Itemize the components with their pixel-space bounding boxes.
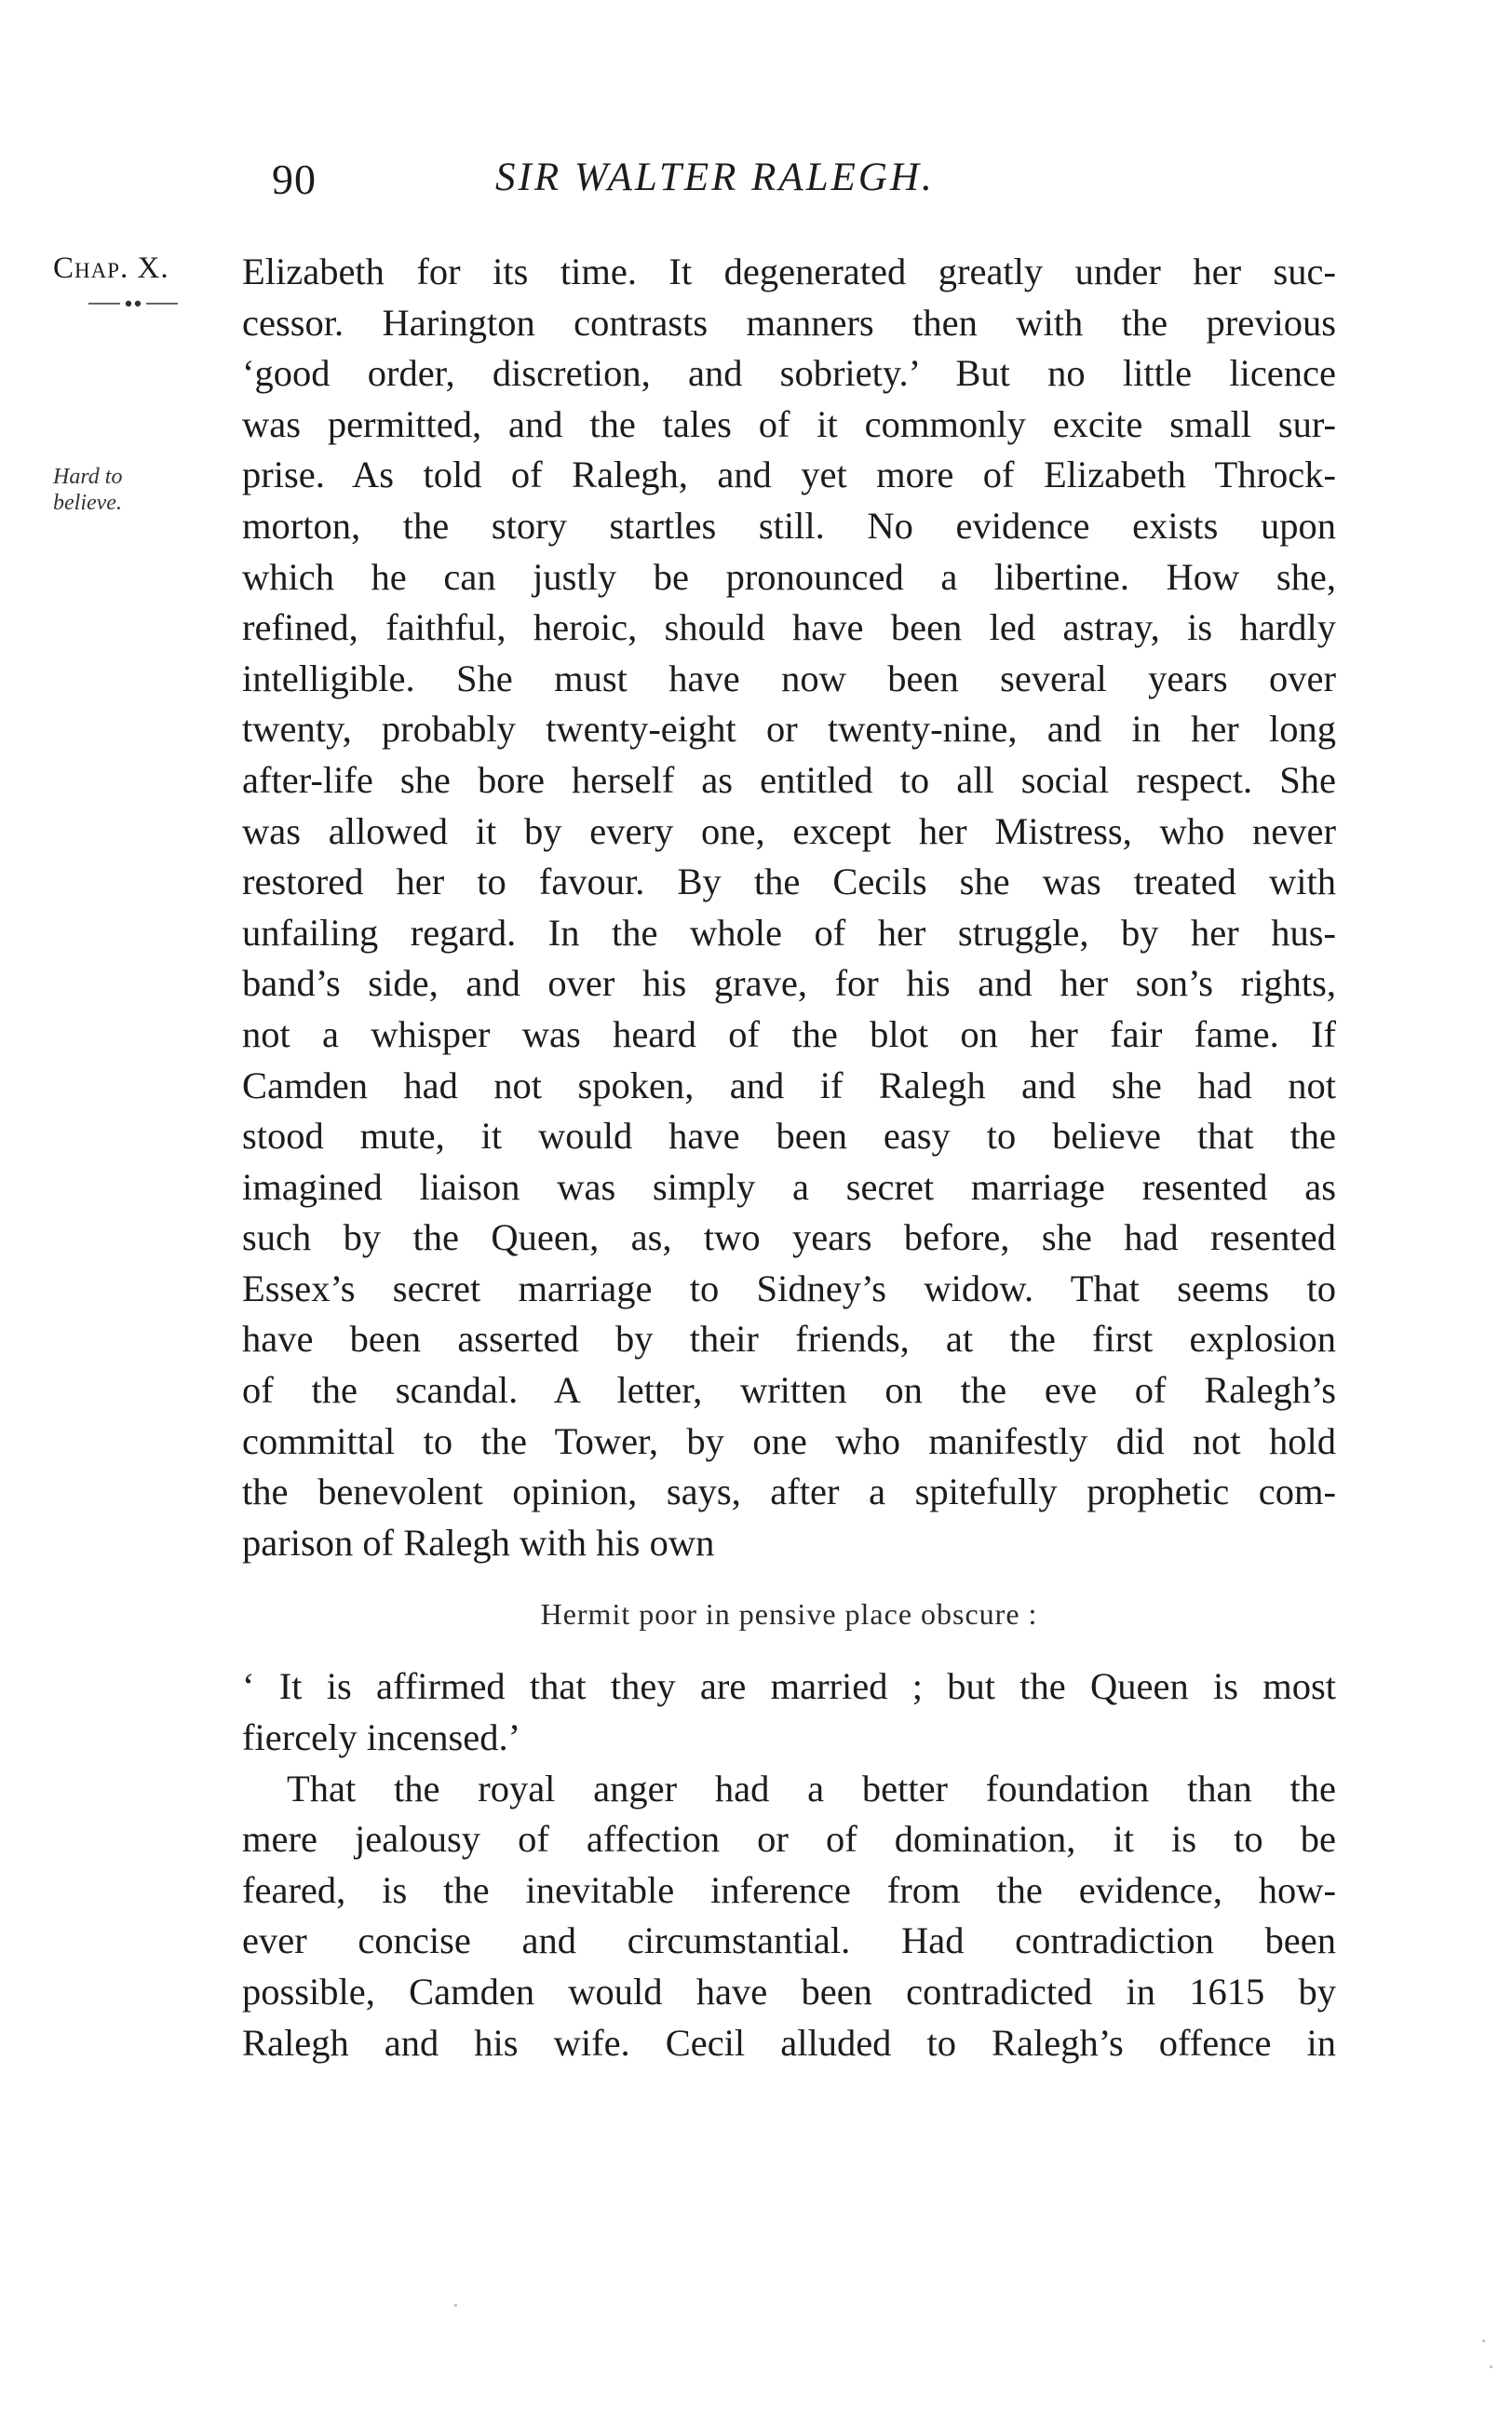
text-line: Ralegh and his wife. Cecil alluded to Ralegh’s offence in — [242, 2021, 1336, 2064]
text-line: Essex’s secret marriage to Sidney’s widow. That seems to — [242, 1267, 1336, 1309]
text-line: after-life she bore herself as entitled to all social respect. She — [242, 758, 1336, 801]
text-line: of the scandal. A letter, written on the eve of Ralegh’s — [242, 1369, 1336, 1412]
sidenote-line: believe. — [53, 491, 122, 515]
text-line: imagined liaison was simply a secret marriage resented as — [242, 1165, 1336, 1208]
text-line: not a whisper was heard of the blot on her fair fame. If — [242, 1012, 1336, 1055]
text-line: parison of Ralegh with his own — [242, 1521, 715, 1564]
sidenote-line: Hard to — [53, 465, 123, 489]
body-text — [242, 247, 1336, 2068]
text-line: Elizabeth for its time. It degenerated greatly under her suc- — [242, 251, 1336, 292]
running-head: SIR WALTER RALEGH. — [495, 156, 935, 199]
text-line: cessor. Harington contrasts manners then with the previous — [242, 301, 1336, 344]
text-line: intelligible. She must have now been several years over — [242, 657, 1336, 699]
text-line: ever concise and circumstantial. Had contradiction been — [242, 1919, 1336, 1962]
text-line: feared, is the inevitable inference from the evidence, how- — [242, 1868, 1336, 1911]
text-line: unfailing regard. In the whole of her struggle, by her hus- — [242, 911, 1336, 954]
text-line: was permitted, and the tales of it commonly excite small sur- — [242, 402, 1336, 445]
paragraph-letter-quote — [242, 1661, 1336, 1763]
text-line: possible, Camden would have been contradicted in 1615 by — [242, 1971, 1336, 2013]
text-line: Camden had not spoken, and if Ralegh and she had not — [242, 1064, 1336, 1106]
text-line: prise. As told of Ralegh, and yet more of Elizabeth Throck- — [242, 454, 1336, 496]
text-line: was allowed it by every one, except her Mistress, who never — [242, 809, 1336, 852]
text-line: That the royal anger had a better foundation than the — [287, 1767, 1336, 1810]
verse-quotation: Hermit poor in pensive place obscure : — [540, 1597, 1038, 1632]
page-header — [272, 155, 1333, 210]
paragraph-following — [242, 1764, 1336, 2069]
text-line: stood mute, it would have been easy to believe that the — [242, 1115, 1336, 1158]
text-line: morton, the story startles still. No evidence exists upon — [242, 504, 1336, 547]
chapter-marker: Chap. X. — [53, 251, 169, 285]
ornament-dash-icon — [88, 294, 182, 313]
text-line: have been asserted by their friends, at the first explosion — [242, 1318, 1336, 1361]
paragraph-main — [242, 247, 1336, 1568]
text-line: refined, faithful, heroic, should have been led astray, is hardly — [242, 606, 1336, 649]
text-line: such by the Queen, as, two years before, she had resented — [242, 1216, 1336, 1259]
page-number: 90 — [272, 156, 317, 203]
text-line: committal to the Tower, by one who manifestly did not hold — [242, 1419, 1336, 1462]
text-line: fiercely incensed.’ — [242, 1716, 521, 1759]
text-line: restored her to favour. By the Cecils she was treated with — [242, 861, 1336, 903]
margin-sidenote — [53, 464, 193, 516]
text-line: ‘ It is affirmed that they are married ; but the Queen is most — [242, 1665, 1336, 1708]
text-line: the benevolent opinion, says, after a spitefully prophetic com- — [242, 1471, 1336, 1513]
text-line: band’s side, and over his grave, for his and her son’s rights, — [242, 962, 1336, 1005]
text-line: which he can justly be pronounced a libertine. How she, — [242, 555, 1336, 598]
paper-speck — [454, 2304, 457, 2307]
paper-speck — [1490, 2366, 1492, 2368]
paper-speck — [1482, 2339, 1485, 2342]
text-line: ‘good order, discretion, and sobriety.’ But no little licence — [242, 352, 1336, 395]
text-line: twenty, probably twenty-eight or twenty-nine, and in her long — [242, 708, 1336, 751]
text-line: mere jealousy of affection or of domination, it is to be — [242, 1818, 1336, 1861]
